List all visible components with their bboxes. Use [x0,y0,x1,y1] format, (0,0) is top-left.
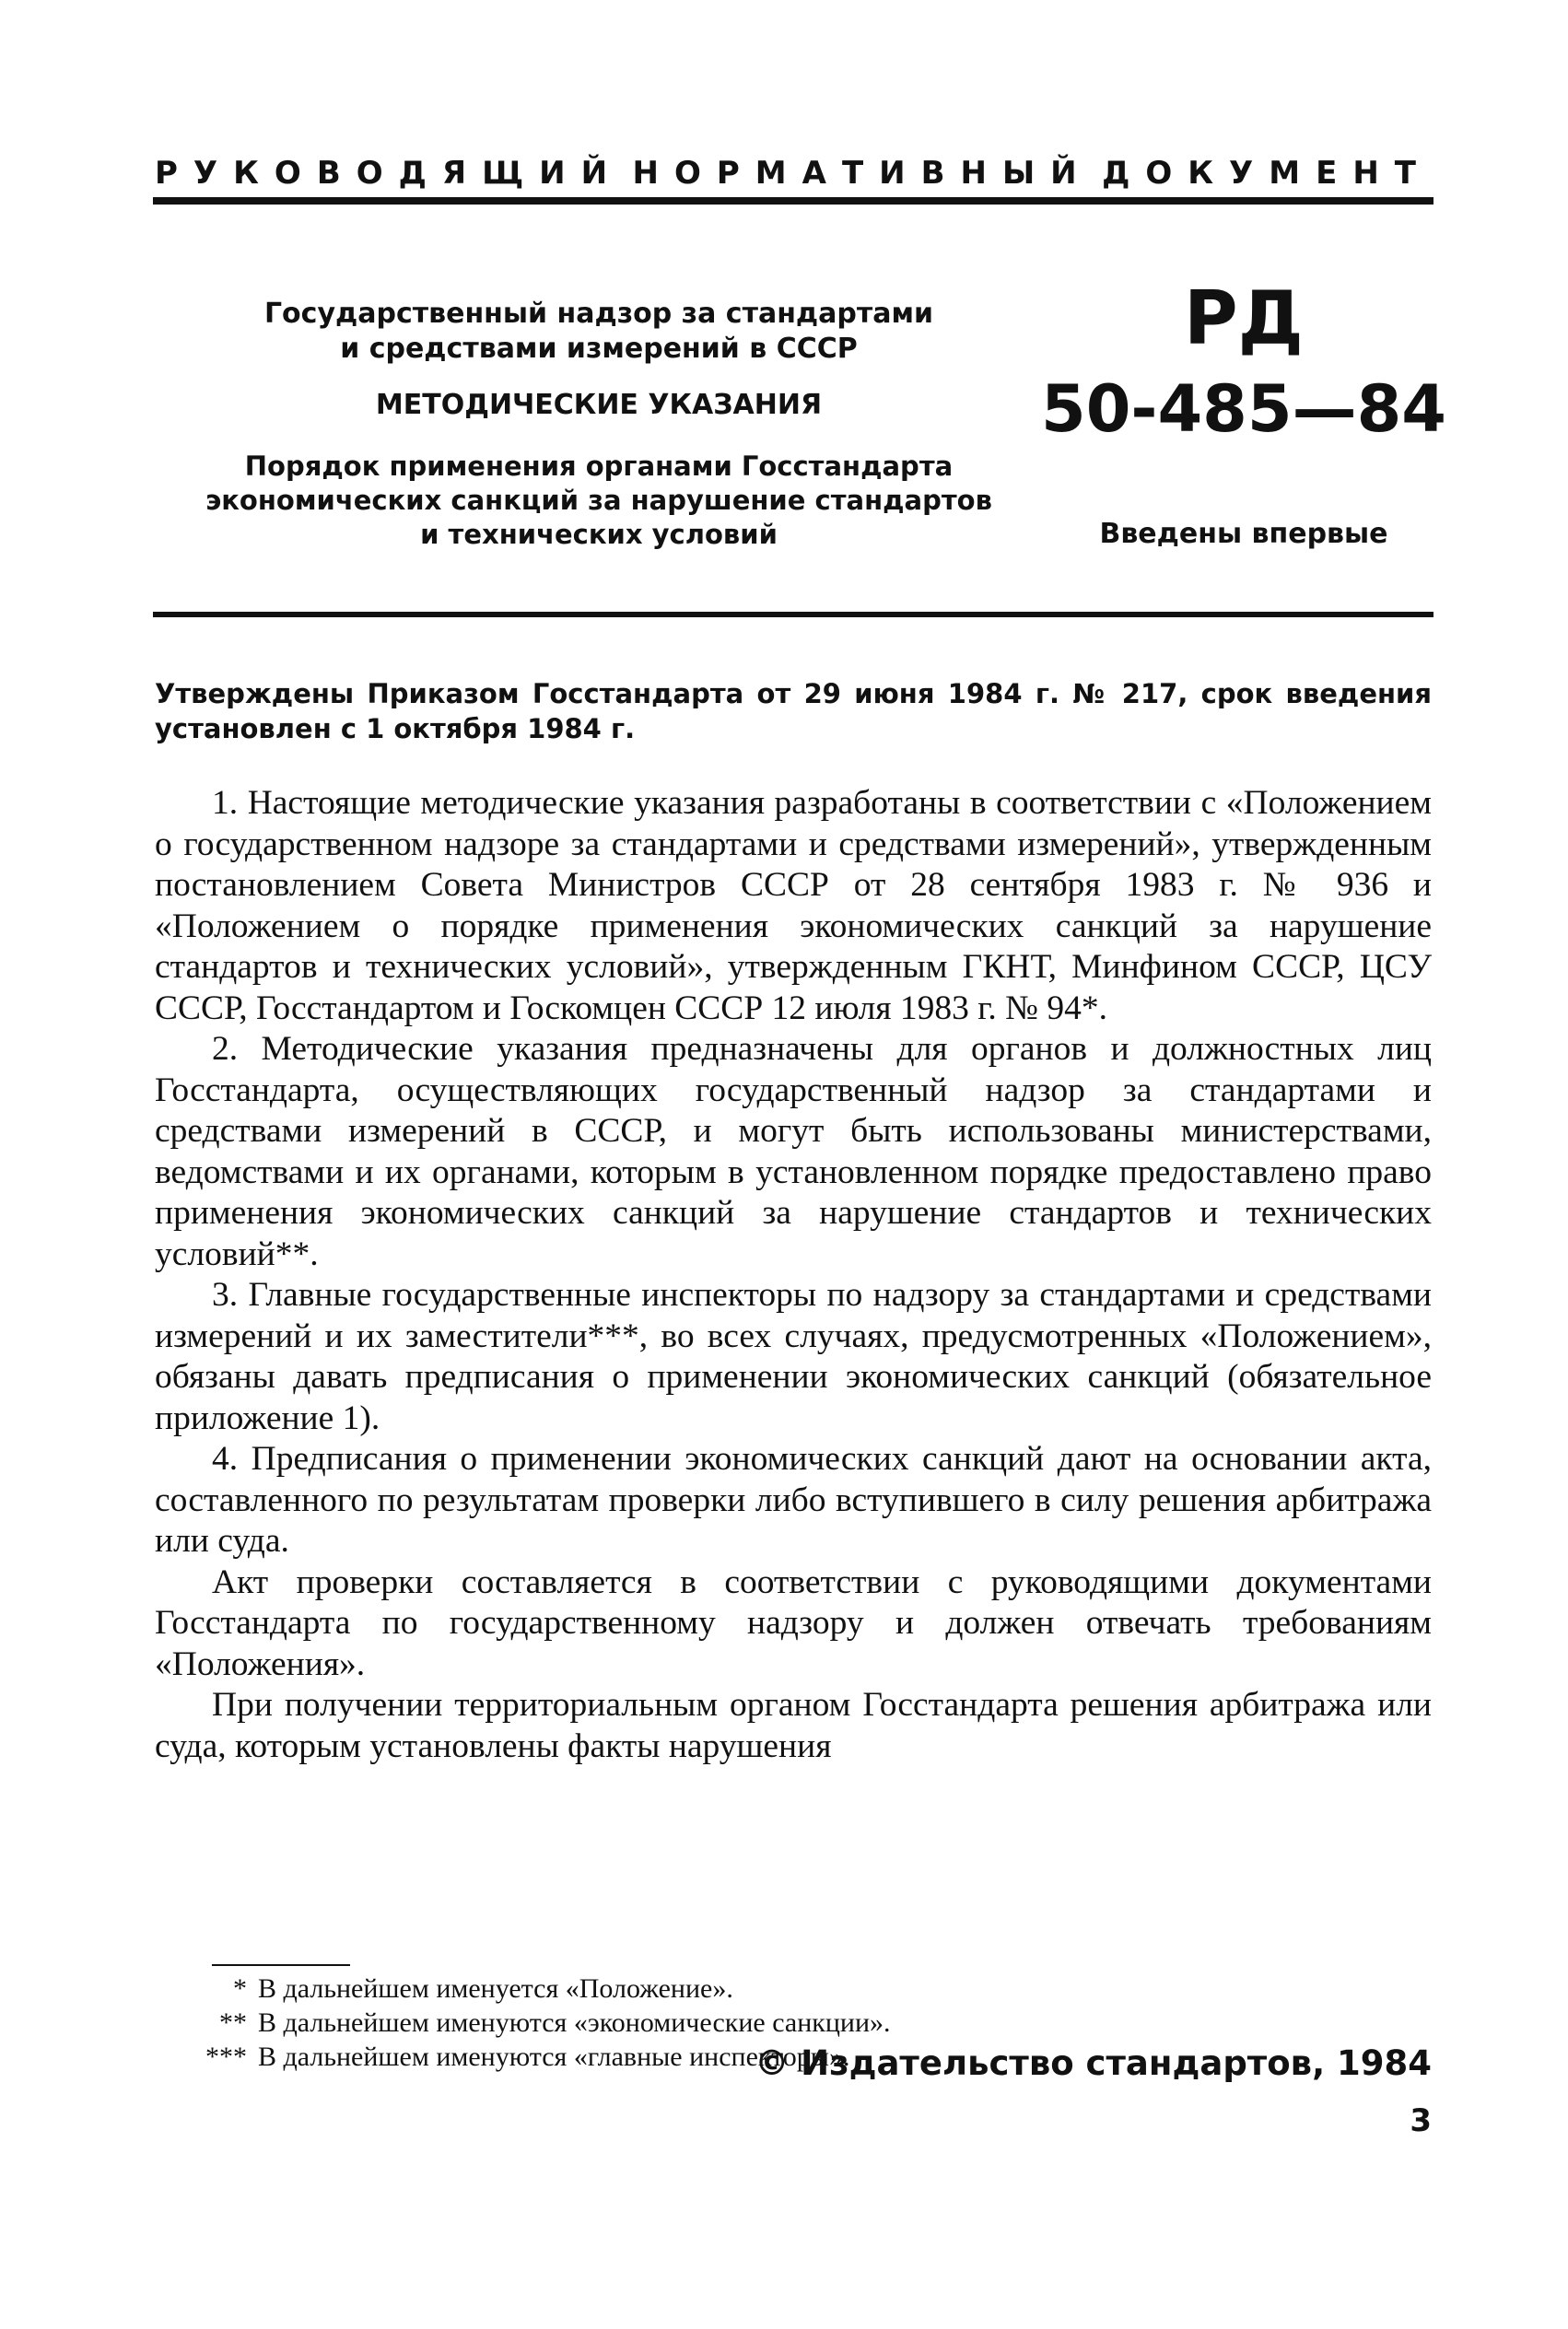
paragraph: 2. Методические указания предназначены для органов и должностных лиц Госстандарта, осуществляющих государственный надзор за стандартами и средствами измерений в СССР, и могут быть использованы министерствами, ведомствами и их органами, которым в установленном порядке предоставлено право применения экономических санкций за нарушение стандартов и технических условий**. [155,1030,1432,1273]
subject-line: Порядок применения органами Госстандарта [244,451,954,482]
title-block-rule [153,612,1433,617]
rd-number: 50-485—84 [1041,371,1446,447]
agency-line: Государственный надзор за стандартами [263,298,934,330]
footnote-text: В дальнейшем именуются «главные инспекторы». [258,2042,850,2072]
header-word: ДОКУМЕНТ [1102,155,1432,192]
footnote-mark: ** [219,2007,247,2038]
approval-statement: Утверждены Приказом Госстандарта от 29 июня 1984 г. № 217, срок введения установлен с 1 октября 1984 г. [155,678,1432,744]
footnote-text: В дальнейшем именуются «экономические санкции». [258,2007,891,2038]
footnote [193,1972,1299,2006]
page-number: 3 [1410,2102,1432,2139]
paragraph: 1. Настоящие методические указания разработаны в соответствии с «Положением о государственном надзоре за стандартами и средствами измерений», утвержденным постановлением Совета Министров СССР от 28 сентября 1983 г. № 936 и «Положением о порядке применения экономических санкций за нарушение стандартов и технических условий», утвержденным ГКНТ, Минфином СССР, ЦСУ СССР, Госстандартом и Госкомцен СССР 12 июля 1983 г. № 94*. [155,784,1432,1027]
body-text [155,783,1432,1767]
header-word: НОРМАТИВНЫЙ [632,155,1093,192]
document-subject [184,450,1013,552]
footnote-text: В дальнейшем именуется «Положение». [258,1973,733,2004]
footnote-rule [212,1964,350,1966]
footnote-mark: *** [205,2042,247,2072]
rd-label: РД [1184,275,1304,361]
paragraph: 3. Главные государственные инспекторы по надзору за стандартами и средствами измерений и их заместители***, во всех случаях, предусмотренных «Положением», обязаны давать предписания о применении экономических санкций (обязательное приложение 1). [155,1276,1432,1437]
subject-line: экономических санкций за нарушение стандартов [205,485,992,516]
header-rule [153,197,1433,205]
copyright-notice: © Издательство стандартов, 1984 [755,2043,1432,2083]
header-word: РУКОВОДЯЩИЙ [155,155,624,192]
document-category-header [155,155,1432,192]
paragraph: Акт проверки составляется в соответствии с руководящими документами Госстандарта по государственному надзору и должен отвечать требованиям «Положения». [155,1562,1432,1683]
document-type: МЕТОДИЧЕСКИЕ УКАЗАНИЯ [375,389,823,421]
agency-line: и средствами измерений в СССР [340,333,858,365]
paragraph: 4. Предписания о применении экономических санкций дают на основании акта, составленного по результатам проверки либо вступившего в силу решения арбитража или суда. [155,1440,1432,1560]
agency-title [184,297,1013,367]
paragraph: При получении территориальным органом Госстандарта решения арбитража или суда, которым установлены факты нарушения [155,1686,1432,1765]
footnote [193,2006,1299,2040]
subject-line: и технических условий [420,519,778,550]
footnote-mark: * [233,1973,247,2004]
introduction-status: Введены впервые [1099,518,1388,550]
